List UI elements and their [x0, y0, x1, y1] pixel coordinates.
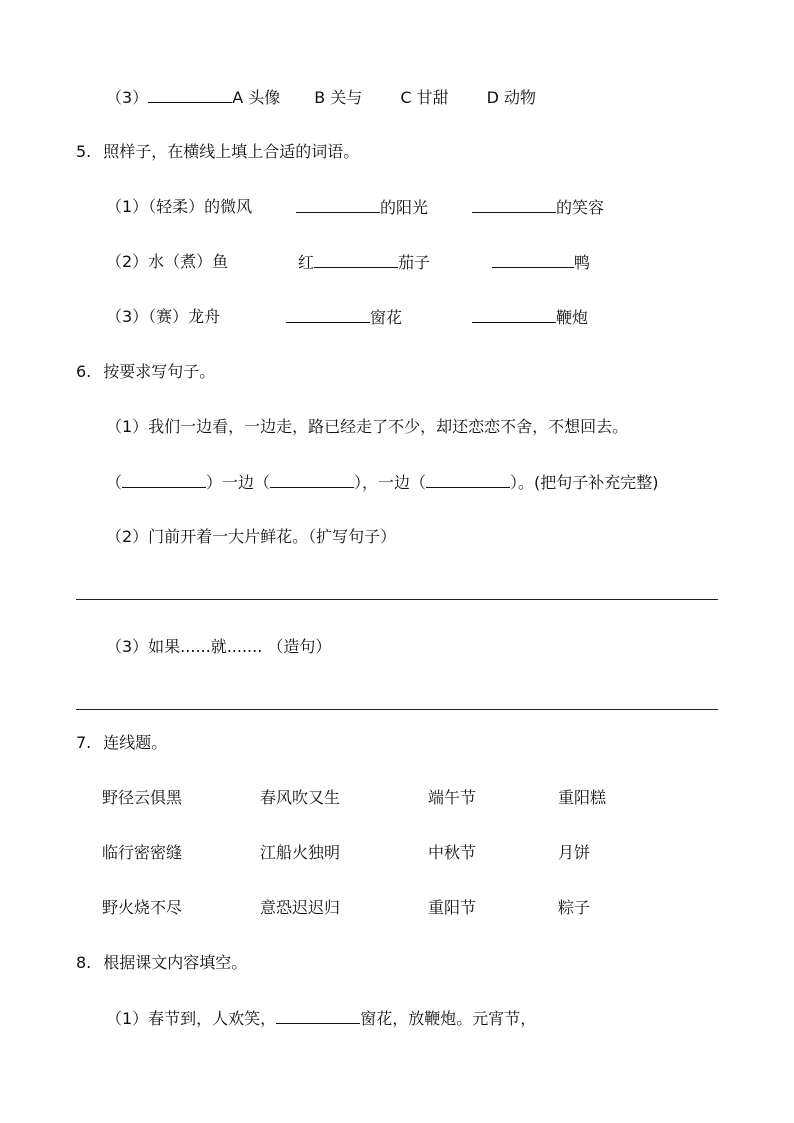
answer-blank[interactable] [472, 307, 556, 323]
answer-blank[interactable] [276, 1008, 360, 1024]
match-item[interactable]: 重阳节 [428, 898, 477, 917]
answer-blank[interactable] [426, 472, 510, 488]
q5-row3-example: （3）（赛）龙舟 [106, 307, 221, 326]
question-title: 根据课文内容填空。 [103, 953, 248, 972]
answer-blank[interactable] [314, 252, 398, 268]
fill-text: ），一边（ [354, 473, 427, 492]
answer-blank[interactable] [296, 197, 380, 213]
fill-suffix: 窗花 [370, 308, 403, 327]
match-item[interactable]: 粽子 [558, 898, 591, 917]
fill-suffix: 的阳光 [380, 198, 429, 217]
q4-item3-label: （3） [106, 88, 149, 107]
fill-suffix: 的笑容 [556, 198, 605, 217]
q4-option-d: D 动物 [486, 88, 536, 107]
q5-row2-fill2 [492, 252, 590, 273]
fill-text: ）一边（ [206, 473, 271, 492]
question-title: 照样子，在横线上填上合适的词语。 [103, 142, 360, 161]
answer-blank[interactable] [122, 472, 206, 488]
paren-open: （ [106, 473, 123, 492]
answer-blank[interactable] [270, 472, 354, 488]
question-number: 5. [76, 142, 92, 161]
match-item[interactable]: 江船火独明 [260, 843, 341, 862]
question-number: 6. [76, 362, 92, 381]
q5-row3-fill1 [286, 307, 402, 328]
fill-suffix: 茄子 [398, 253, 431, 272]
q5-row1-fill1 [296, 197, 428, 218]
q8-item1 [106, 1008, 536, 1029]
fill-suffix: 鞭炮 [556, 308, 589, 327]
match-item[interactable]: 端午节 [428, 788, 477, 807]
q5-row3-fill2 [472, 307, 588, 328]
q8-heading [76, 953, 247, 973]
q7-heading [76, 733, 167, 753]
match-item[interactable]: 中秋节 [428, 843, 477, 862]
match-item[interactable]: 意恐迟迟归 [260, 898, 341, 917]
q6-item3: （3）如果......就....... （造句） [106, 637, 332, 656]
fill-text: 窗花，放鞭炮。元宵节， [360, 1009, 537, 1028]
answer-line[interactable] [76, 709, 718, 710]
q5-row1-fill2 [472, 197, 604, 218]
question-title: 按要求写句子。 [103, 362, 216, 381]
q6-item2: （2）门前开着一大片鲜花。（扩写句子） [106, 527, 397, 546]
match-item[interactable]: 重阳糕 [558, 788, 607, 807]
q6-item1-fill [106, 472, 659, 493]
q4-option-c: C 甘甜 [400, 88, 449, 107]
q4-option-a: A 头像 [232, 88, 281, 107]
match-item[interactable]: 月饼 [558, 843, 591, 862]
fill-text: （1）春节到，人欢笑， [106, 1009, 277, 1028]
fill-prefix: 红 [298, 253, 315, 272]
q4-option-b: B 关与 [314, 88, 363, 107]
q4-item3 [106, 87, 536, 108]
q6-item1: （1）我们一边看，一边走，路已经走了不少，却还恋恋不舍，不想回去。 [106, 417, 629, 436]
q6-heading [76, 362, 215, 382]
answer-line[interactable] [76, 599, 718, 600]
answer-blank[interactable] [492, 252, 574, 268]
q5-heading [76, 142, 359, 162]
match-item[interactable]: 野火烧不尽 [102, 898, 183, 917]
match-item[interactable]: 春风吹又生 [260, 788, 341, 807]
answer-blank[interactable] [472, 197, 556, 213]
match-item[interactable]: 野径云俱黑 [102, 788, 183, 807]
q5-row2-example: （2）水（煮）鱼 [106, 252, 229, 271]
question-title: 连线题。 [103, 733, 168, 752]
answer-blank[interactable] [286, 307, 370, 323]
question-number: 7. [76, 733, 92, 752]
answer-blank[interactable] [148, 87, 232, 103]
q5-row2-fill1 [298, 252, 430, 273]
match-item[interactable]: 临行密密缝 [102, 843, 183, 862]
q5-row1-example: （1）（轻柔）的微风 [106, 197, 253, 216]
question-number: 8. [76, 953, 92, 972]
fill-instruction: ）。(把句子补充完整) [510, 473, 659, 492]
fill-suffix: 鸭 [574, 253, 591, 272]
